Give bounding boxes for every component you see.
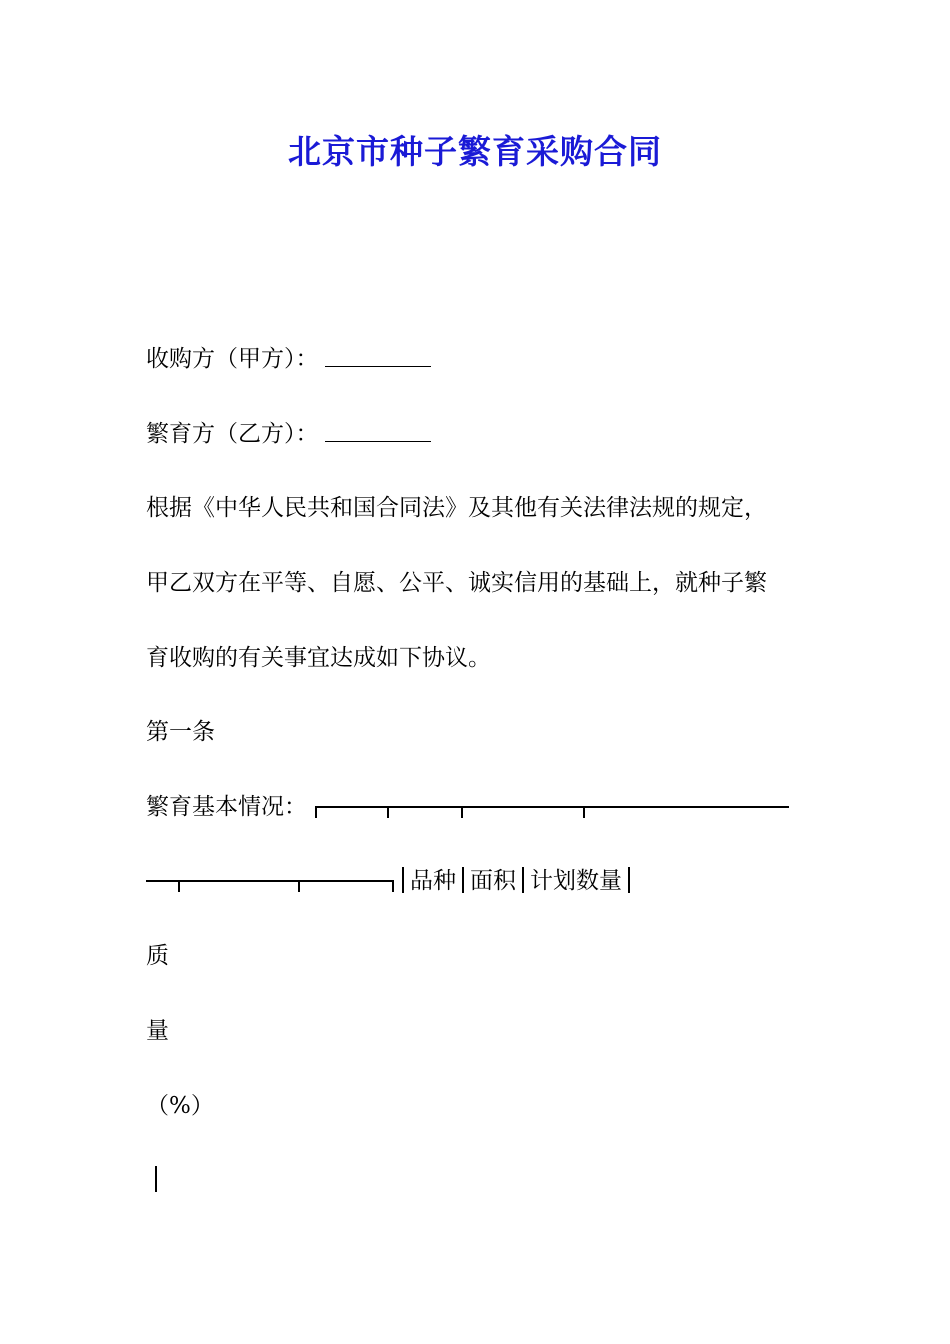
party-a-label: 收购方（甲方）： — [146, 346, 319, 372]
table-divider — [402, 867, 404, 893]
table-divider — [462, 867, 464, 893]
table-header-planned-quantity: 计划数量 — [530, 868, 622, 894]
party-a-line — [146, 341, 431, 377]
document-title: 北京市种子繁育采购合同 — [288, 132, 662, 171]
basic-info-line — [146, 789, 789, 825]
party-a-blank — [325, 346, 431, 367]
table-header-variety: 品种 — [410, 868, 456, 894]
intro-paragraph-line-2: 甲乙双方在平等、自愿、公平、诚实信用的基础上，就种子繁 — [146, 570, 767, 596]
table-divider — [522, 867, 524, 893]
basic-info-label: 繁育基本情况： — [146, 794, 307, 820]
table-top-border-continued — [146, 870, 396, 894]
intro-paragraph-line-1: 根据《中华人民共和国合同法》及其他有关法律法规的规定， — [146, 495, 767, 521]
quality-percent-label: （%） — [146, 1093, 214, 1119]
quality-header-char-1: 质 — [146, 943, 169, 969]
intro-paragraph-line-3: 育收购的有关事宜达成如下协议。 — [146, 645, 491, 671]
article-1-heading: 第一条 — [146, 719, 215, 745]
party-b-blank — [325, 421, 431, 442]
quality-header-char-2: 量 — [146, 1018, 169, 1044]
table-header-area: 面积 — [470, 868, 516, 894]
party-b-label: 繁育方（乙方）： — [146, 421, 319, 447]
table-divider — [628, 867, 630, 893]
party-b-line — [146, 416, 431, 452]
table-top-border — [315, 796, 789, 820]
table-header-line — [146, 863, 636, 899]
table-divider — [155, 1166, 157, 1192]
